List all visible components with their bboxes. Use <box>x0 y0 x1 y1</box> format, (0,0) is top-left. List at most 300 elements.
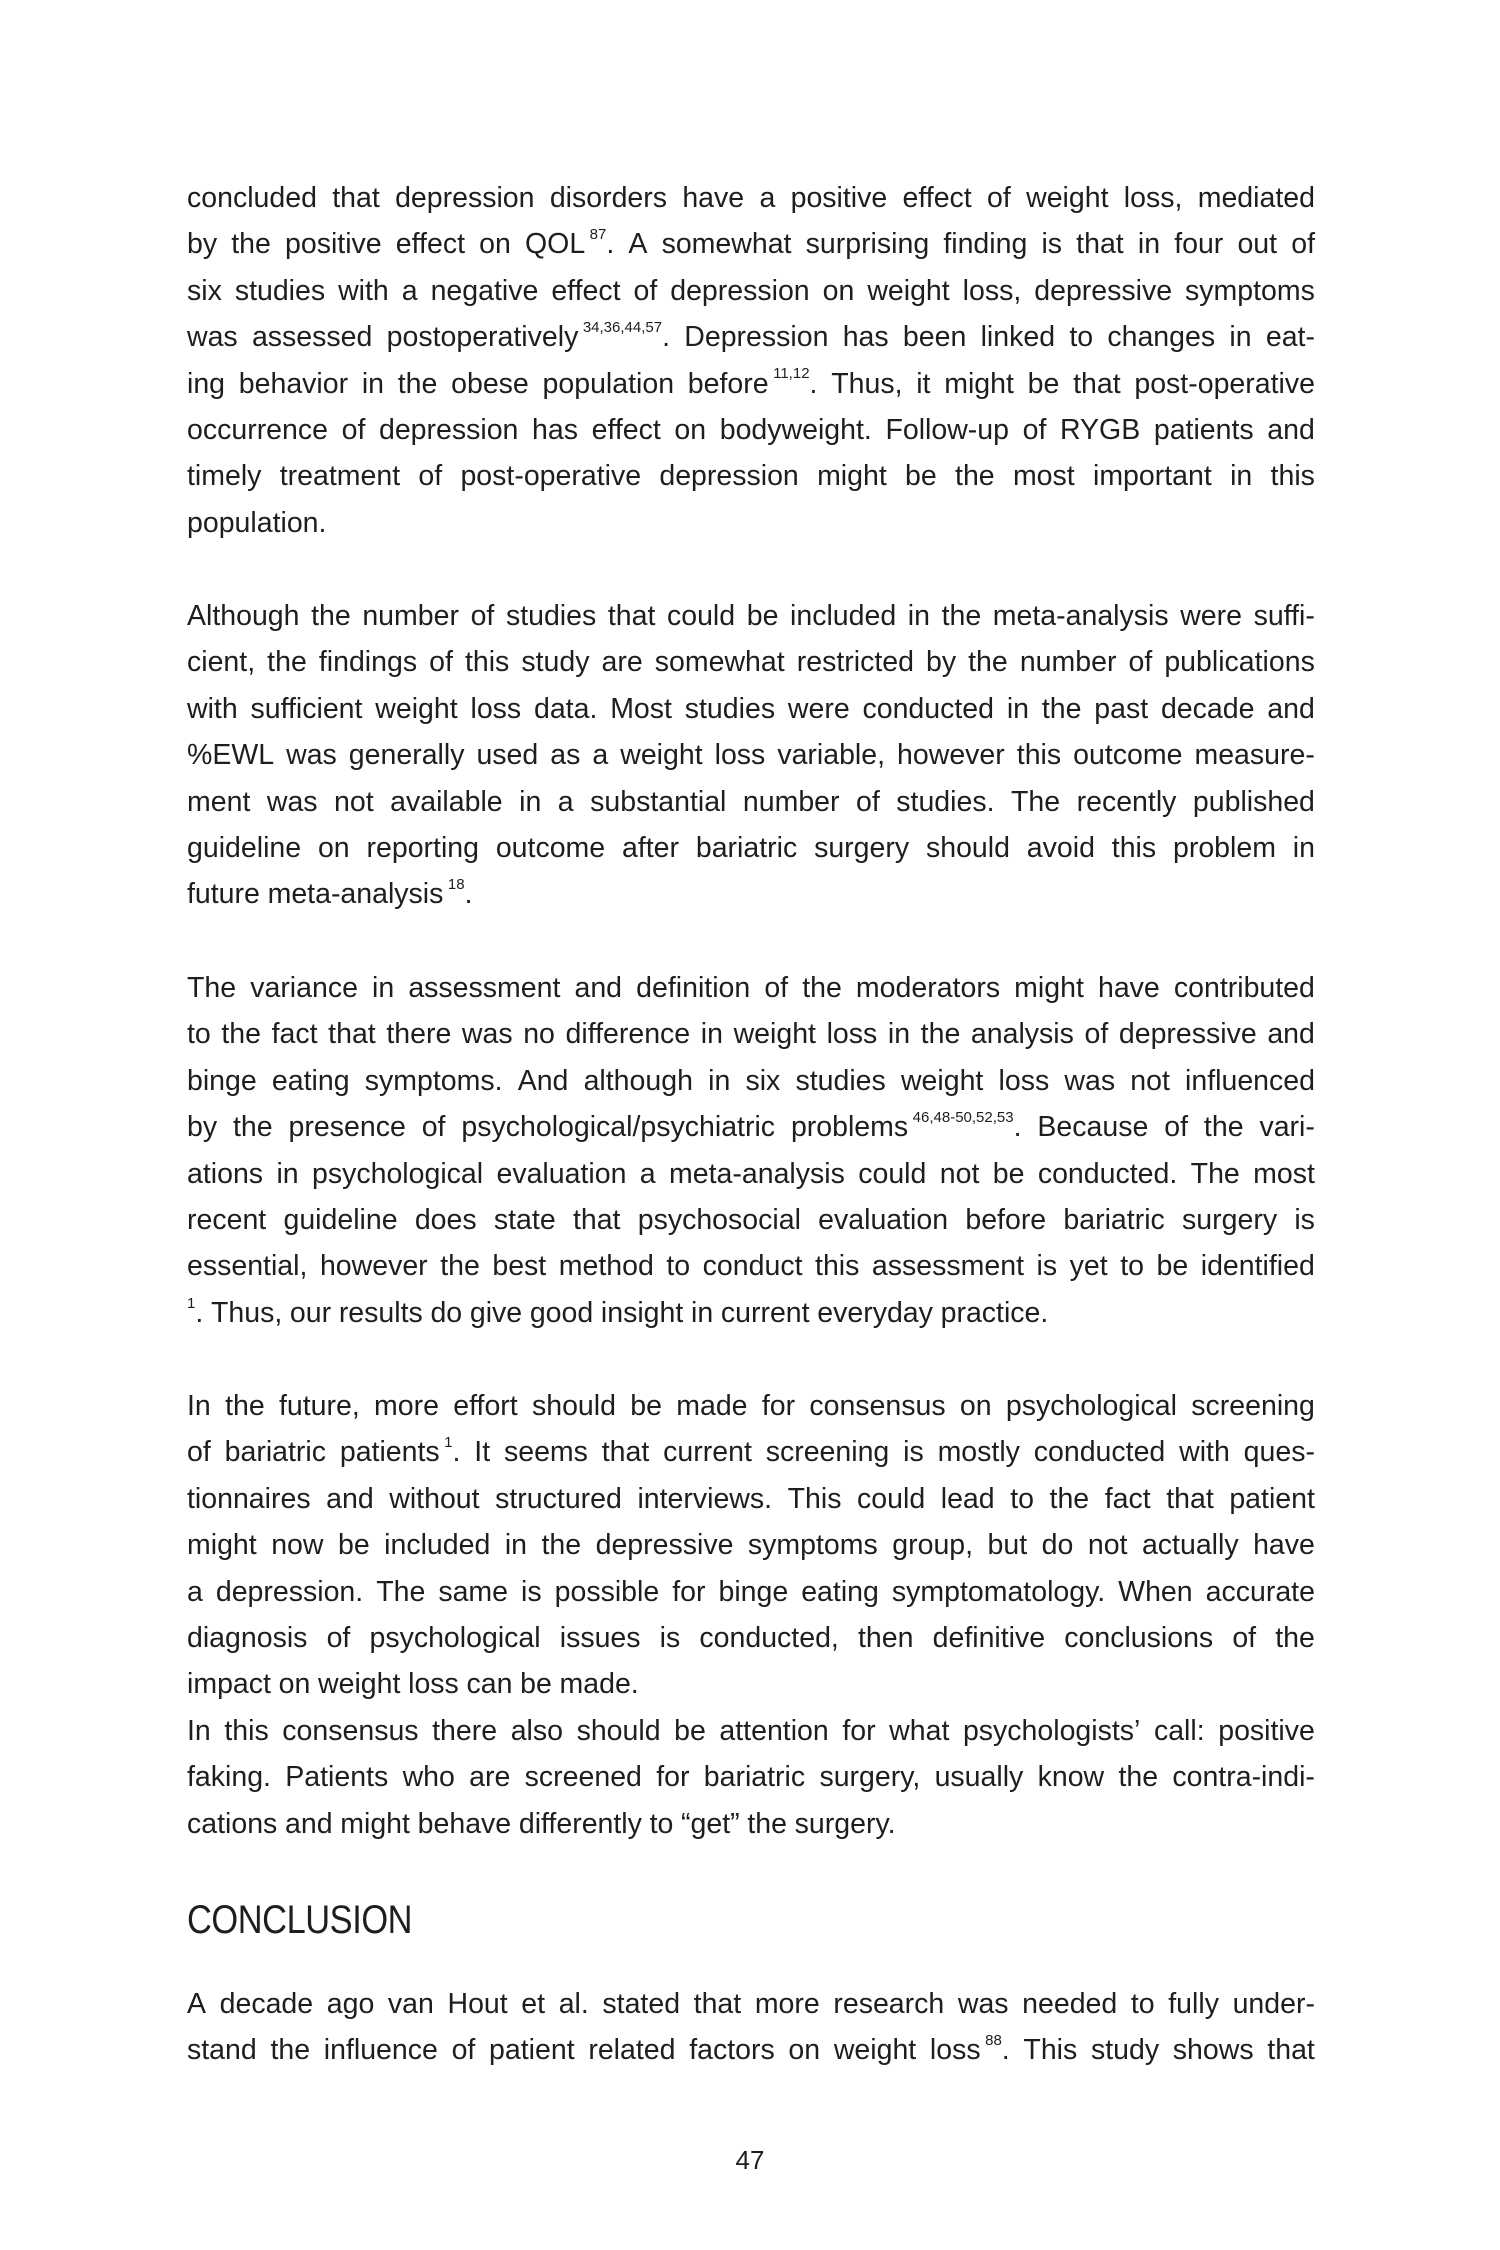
text-run: now <box>271 1529 324 1562</box>
text-run: is <box>1036 1250 1058 1283</box>
word <box>375 686 457 732</box>
word <box>1063 1197 1164 1243</box>
word <box>532 407 578 453</box>
word <box>187 825 301 871</box>
word <box>235 268 325 314</box>
word <box>592 407 661 453</box>
text-run: before <box>965 1203 1047 1236</box>
word <box>1185 1058 1315 1104</box>
word <box>311 593 351 639</box>
word <box>362 593 459 639</box>
text-run: treatment <box>279 460 401 493</box>
text-run: there <box>432 1715 498 1747</box>
word <box>418 453 442 499</box>
text-run: not <box>1130 1064 1170 1097</box>
word <box>474 1429 490 1475</box>
word <box>267 779 318 825</box>
word <box>596 1522 734 1568</box>
word <box>340 1801 410 1847</box>
text-run: surgery. <box>794 1807 896 1840</box>
text-run: surgery <box>814 831 910 864</box>
text-run: used <box>476 739 539 772</box>
text-run: on <box>788 2034 821 2067</box>
text-line <box>187 268 1315 314</box>
text-run: finding <box>943 228 1028 261</box>
text-run: a <box>759 182 776 214</box>
text-run: the <box>802 972 842 1004</box>
text-run: on <box>479 228 511 261</box>
text-run: best <box>492 1250 547 1283</box>
word <box>903 175 972 221</box>
text-run: conducted <box>862 692 995 725</box>
text-run: call: <box>1153 1715 1205 1747</box>
text-run: not <box>1087 1529 1128 1562</box>
word <box>402 268 418 314</box>
word <box>1034 268 1172 314</box>
text-run: was <box>1064 1064 1116 1097</box>
text-run: sufficient <box>250 692 363 725</box>
text-run: be <box>520 1668 552 1701</box>
text-run: with <box>1179 1436 1230 1469</box>
text-run: effect <box>551 274 621 307</box>
word <box>541 1522 581 1568</box>
text-run: patients <box>339 1436 440 1469</box>
word <box>622 825 679 871</box>
text-line <box>187 965 1315 1011</box>
word <box>788 2027 820 2073</box>
word <box>669 1151 845 1197</box>
text-run: QOL <box>524 228 586 261</box>
word <box>1041 221 1062 267</box>
word <box>1191 1383 1315 1429</box>
word <box>279 1661 311 1707</box>
text-line <box>187 871 1315 917</box>
text-run: outcome <box>495 831 606 864</box>
text-run: effect <box>902 182 972 214</box>
word <box>1088 1522 1128 1568</box>
text-run: weight <box>833 2034 917 2067</box>
word <box>187 1661 271 1707</box>
text-run: be <box>1027 367 1060 400</box>
text-run: somewhat <box>654 646 785 679</box>
word <box>930 2027 1010 2073</box>
word <box>941 1290 1049 1336</box>
word <box>231 221 271 267</box>
text-line <box>187 1011 1315 1057</box>
word <box>856 965 1000 1011</box>
text-run: on <box>674 413 707 446</box>
word <box>187 1708 211 1754</box>
text-run: in <box>700 1018 723 1051</box>
text-run: bodyweight. <box>719 413 872 446</box>
word <box>282 1708 418 1754</box>
text-run: the <box>225 1390 265 1422</box>
text-run: factors <box>689 2034 775 2067</box>
word <box>1050 1476 1090 1522</box>
text-run: in <box>276 1157 299 1190</box>
text-run: The <box>1011 785 1061 818</box>
text-run: more <box>374 1390 439 1422</box>
word <box>1172 1754 1315 1800</box>
word <box>187 500 326 546</box>
word <box>252 314 372 360</box>
word <box>461 1104 775 1150</box>
word <box>633 268 657 314</box>
text-run: under- <box>1232 1988 1315 2020</box>
text-run: effect <box>395 228 465 261</box>
word <box>431 268 539 314</box>
text-run: who <box>402 1761 455 1794</box>
word <box>220 1981 314 2027</box>
word <box>842 1708 875 1754</box>
text-run: variable, <box>777 739 886 772</box>
word <box>338 268 389 314</box>
word <box>1073 732 1182 778</box>
text-run: the <box>1049 1482 1090 1515</box>
word <box>523 1011 555 1057</box>
word <box>518 1058 569 1104</box>
word <box>362 361 384 407</box>
word <box>1154 1708 1205 1754</box>
word <box>1174 221 1223 267</box>
text-run: the <box>1041 692 1082 725</box>
word <box>638 1197 801 1243</box>
text-run: structured <box>495 1482 622 1515</box>
text-run: studies. <box>896 785 995 818</box>
text-run: symptomatology. <box>891 1575 1106 1608</box>
text-run: Depression <box>684 321 829 354</box>
text-run: included <box>384 1529 491 1562</box>
word <box>187 1383 211 1429</box>
text-run: was <box>266 785 318 818</box>
text-run: practice. <box>940 1296 1049 1329</box>
text-run: of <box>341 413 366 446</box>
word <box>1191 1151 1240 1197</box>
text-run: everyday <box>817 1296 933 1329</box>
word <box>187 1981 206 2027</box>
text-run: with <box>187 692 238 725</box>
text-run: of <box>421 1111 446 1144</box>
word <box>681 1801 740 1847</box>
word <box>496 825 605 871</box>
text-run: mostly <box>937 1436 1020 1469</box>
text-run: This <box>1023 2034 1078 2067</box>
text-run: decade <box>1160 692 1255 725</box>
word <box>1098 965 1160 1011</box>
text-run: . <box>1001 2034 1010 2067</box>
text-run: a <box>592 739 609 772</box>
word <box>187 639 255 685</box>
word <box>573 1197 621 1243</box>
text-run: most <box>1012 460 1075 493</box>
word <box>971 1011 1074 1057</box>
text-run: positive <box>1218 1715 1315 1747</box>
word <box>942 593 982 639</box>
text-run: should <box>531 1390 616 1422</box>
word <box>747 1801 787 1847</box>
word <box>1230 453 1252 499</box>
word <box>1173 825 1276 871</box>
text-run: is <box>903 1436 924 1469</box>
word <box>506 593 596 639</box>
text-run: symptoms <box>747 1529 878 1562</box>
word <box>1069 314 1093 360</box>
text-run: it <box>916 367 931 400</box>
word <box>1164 1104 1188 1150</box>
text-run: psychological <box>369 1621 541 1654</box>
word <box>963 1708 1140 1754</box>
word <box>721 1290 810 1336</box>
word <box>566 1011 691 1057</box>
word <box>1020 639 1117 685</box>
text-run: that <box>601 1436 650 1469</box>
word <box>1118 1754 1158 1800</box>
word <box>720 407 872 453</box>
text-line <box>187 2027 1315 2073</box>
word <box>1179 1429 1230 1475</box>
text-run: of <box>633 274 658 307</box>
word <box>682 175 744 221</box>
word <box>187 1754 271 1800</box>
text-run: binge <box>718 1575 789 1608</box>
word <box>988 1522 1028 1568</box>
word <box>543 361 675 407</box>
word <box>438 1569 508 1615</box>
text-run: on <box>822 274 855 307</box>
text-run: depression <box>670 274 810 307</box>
text-run: might <box>187 1529 257 1562</box>
text-run: a <box>401 274 418 307</box>
word <box>843 314 889 360</box>
word <box>1038 1151 1177 1197</box>
text-run: actually <box>1141 1529 1239 1562</box>
word <box>283 1197 397 1243</box>
text-run: future, <box>278 1390 360 1422</box>
text-run: to <box>187 1018 211 1051</box>
word <box>610 686 672 732</box>
word <box>708 1058 730 1104</box>
word <box>926 825 1010 871</box>
word <box>285 221 382 267</box>
text-run: analysis <box>970 1018 1074 1051</box>
word <box>532 1383 616 1429</box>
text-run: but <box>987 1529 1028 1562</box>
text-run: do <box>1041 1529 1074 1562</box>
word <box>833 1981 944 2027</box>
word <box>1138 221 1160 267</box>
text-run: loss <box>408 1668 459 1701</box>
word <box>818 1197 948 1243</box>
text-run: past <box>1094 692 1149 725</box>
word <box>390 779 503 825</box>
word <box>342 407 366 453</box>
word <box>858 1615 913 1661</box>
word <box>889 1708 949 1754</box>
word <box>374 1383 439 1429</box>
text-run: that <box>1166 1482 1214 1515</box>
text-run: meta-analysis <box>992 600 1169 632</box>
word <box>1182 1197 1277 1243</box>
word <box>663 1429 752 1475</box>
text-run: . <box>606 228 615 261</box>
text-line <box>187 1243 1315 1289</box>
word <box>272 1058 350 1104</box>
text-run: could <box>858 1157 927 1190</box>
text-run: insight <box>600 1296 684 1329</box>
word <box>674 407 706 453</box>
word <box>602 1981 680 2027</box>
text-run: of <box>418 460 443 493</box>
word <box>684 314 828 360</box>
text-run: and <box>326 1482 374 1515</box>
word <box>1233 1981 1315 2027</box>
text-run: attention <box>719 1715 829 1747</box>
text-run: study <box>1090 2034 1160 2067</box>
word <box>1131 1981 1155 2027</box>
text-run: A <box>628 228 648 261</box>
text-run: assessment <box>871 1250 1024 1283</box>
word <box>628 221 647 267</box>
word <box>187 1569 203 1615</box>
word <box>216 1569 363 1615</box>
word <box>896 779 994 825</box>
text-run: of <box>1128 646 1153 679</box>
text-run: be <box>630 1390 662 1422</box>
word <box>795 1058 885 1104</box>
text-run: surprising <box>805 228 930 261</box>
word <box>755 1981 820 2027</box>
text-run: results <box>338 1296 423 1329</box>
text-run: stand <box>187 2034 257 2067</box>
text-run: and <box>574 972 623 1004</box>
text-run: most <box>1253 1157 1315 1190</box>
word <box>903 1429 924 1475</box>
text-run: were <box>787 692 850 725</box>
text-run: negative <box>430 274 539 307</box>
text-run: The <box>187 972 237 1004</box>
text-run: Patients <box>285 1761 389 1794</box>
word <box>762 1383 795 1429</box>
paragraph <box>187 175 1315 546</box>
text-run: number <box>742 785 840 818</box>
text-run: group, <box>892 1529 974 1562</box>
word <box>1006 1383 1177 1429</box>
word <box>759 175 775 221</box>
text-run: screening <box>1191 1390 1315 1422</box>
word <box>1105 1476 1151 1522</box>
text-run: conducted <box>1033 1436 1166 1469</box>
text-run: . <box>195 1296 204 1329</box>
text-run: fact <box>271 1018 318 1051</box>
word <box>187 871 260 917</box>
text-line <box>187 732 1315 778</box>
text-line <box>187 1569 1315 1615</box>
word <box>685 686 775 732</box>
word <box>418 1801 512 1847</box>
text-line <box>187 1522 1315 1568</box>
text-run: that <box>572 1203 621 1236</box>
text-run: studies <box>795 1064 886 1097</box>
text-run: loss <box>929 2034 981 2067</box>
text-run: Thus, <box>210 1296 283 1329</box>
text-run: were <box>1180 600 1242 632</box>
word <box>479 221 511 267</box>
text-run: of <box>1022 413 1047 446</box>
text-run: in <box>519 785 542 818</box>
word <box>1120 1243 1144 1289</box>
citation-ref: 18 <box>447 876 465 894</box>
word <box>856 779 880 825</box>
text-run: of <box>1232 1621 1257 1654</box>
word <box>276 1151 298 1197</box>
word <box>1042 1522 1074 1568</box>
text-run: to <box>649 1807 674 1840</box>
word <box>521 1569 542 1615</box>
text-run: usually <box>934 1761 1024 1794</box>
word <box>1124 175 1183 221</box>
text-run: before <box>687 367 769 400</box>
word <box>1134 361 1315 407</box>
word <box>369 1615 540 1661</box>
word <box>460 453 641 499</box>
word <box>267 639 307 685</box>
text-run: future <box>187 878 260 911</box>
text-run: patients <box>1153 413 1254 446</box>
word <box>655 639 785 685</box>
paragraph <box>187 965 1315 1336</box>
text-run: influenced <box>1185 1064 1315 1097</box>
text-run: in <box>1006 692 1030 725</box>
text-run: changes <box>1107 321 1216 354</box>
word <box>637 1476 772 1522</box>
text-run: surgery <box>1182 1203 1278 1236</box>
word <box>601 1290 683 1336</box>
text-run: good <box>529 1296 594 1329</box>
word <box>1064 1615 1213 1661</box>
text-run: what <box>889 1715 950 1747</box>
word <box>1253 1522 1315 1568</box>
word <box>1237 221 1277 267</box>
text-run: however <box>319 1250 428 1283</box>
text-run: that <box>1076 228 1124 261</box>
text-run: psychologists’ <box>962 1715 1141 1747</box>
text-run: the <box>941 600 982 632</box>
text-run: in <box>708 1064 731 1097</box>
word <box>1161 686 1255 732</box>
text-run: bariatric <box>1063 1203 1165 1236</box>
word <box>187 2027 257 2073</box>
text-run: behavior <box>238 367 349 400</box>
word <box>451 361 529 407</box>
text-run: A <box>187 1988 207 2020</box>
word <box>422 1104 446 1150</box>
word <box>944 361 1014 407</box>
word <box>1157 1243 1189 1289</box>
text-line <box>187 1290 1315 1336</box>
text-run: loss <box>470 692 522 725</box>
text-run: post-operative <box>460 460 642 493</box>
text-run: meta-analysis <box>669 1157 845 1190</box>
text-run: symptoms <box>1185 274 1315 307</box>
word <box>941 1476 995 1522</box>
word <box>386 1011 451 1057</box>
word <box>943 221 1027 267</box>
word <box>987 175 1011 221</box>
word <box>788 686 850 732</box>
word <box>469 1754 510 1800</box>
word <box>1010 1476 1034 1522</box>
word <box>272 1011 318 1057</box>
